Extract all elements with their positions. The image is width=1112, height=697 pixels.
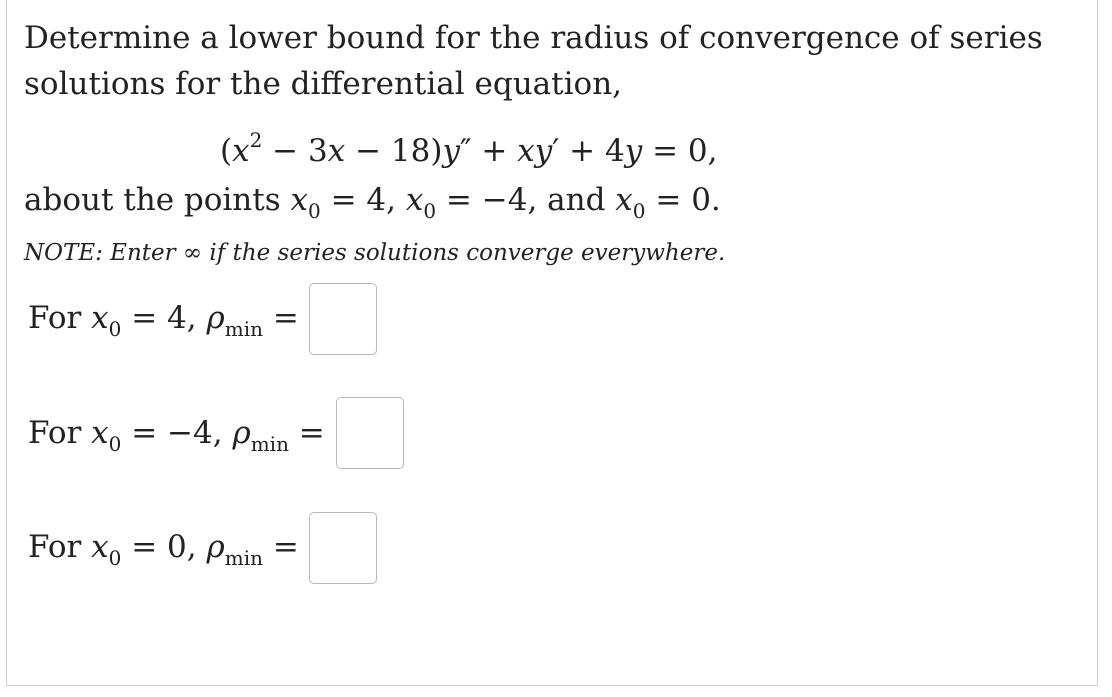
problem-frame <box>6 0 1098 686</box>
answer-input-3[interactable] <box>309 512 377 584</box>
note-text: NOTE: Enter ∞ if the series solutions converge everywhere. <box>24 240 726 266</box>
answer-input-2[interactable] <box>336 397 404 469</box>
answer-label-3: For $x_0 = 0$, $\rho_{min}$ = <box>28 529 299 570</box>
answer-input-1[interactable] <box>309 283 377 355</box>
differential-equation: $(x^2 - 3x - 18)y'' + xy' + 4y = 0$, <box>220 128 718 169</box>
problem-text-line-1: Determine a lower bound for the radius of convergence of series <box>24 20 1043 56</box>
answer-label-2: For $x_0 = -4$, $\rho_{min}$ = <box>28 415 325 456</box>
answer-label-1: For $x_0 = 4$, $\rho_{min}$ = <box>28 300 299 341</box>
problem-text-line-2: solutions for the differential equation, <box>24 66 623 102</box>
expansion-points: about the points $x_0 = 4$, $x_0 = -4$, and $x_0 = 0$. <box>24 182 721 223</box>
